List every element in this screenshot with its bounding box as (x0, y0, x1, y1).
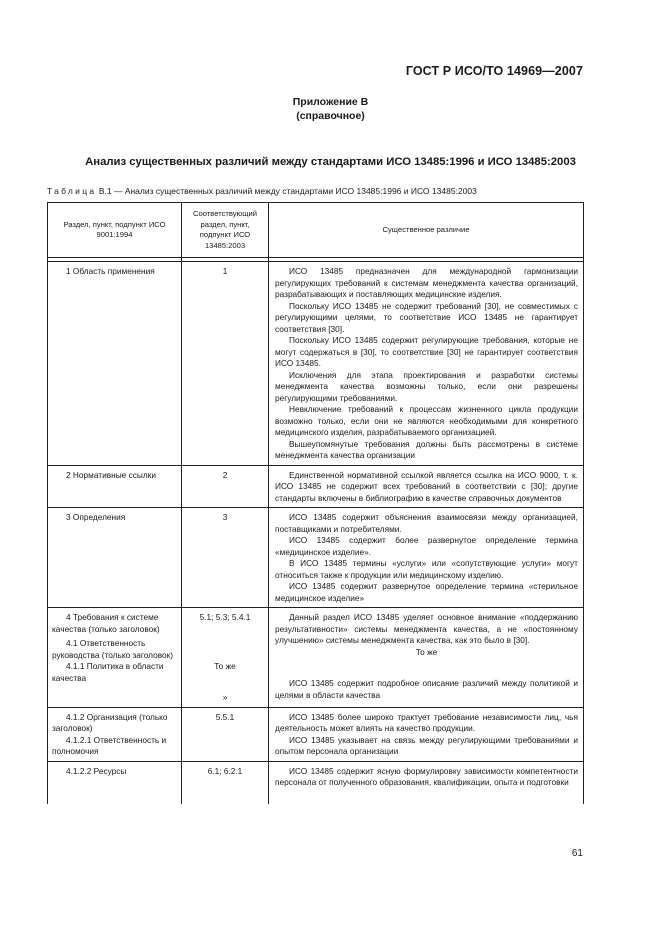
section-cell: 1 Область применения (66, 266, 155, 276)
difference-cell (269, 465, 584, 508)
appendix-heading (0, 95, 661, 123)
table-caption-number: В.1 (98, 186, 112, 196)
difference-paragraph: Исключения для этапа проектирования и разработки системы менеджмента качества возможны только, если они разрешены регулирующими требованиями. (275, 369, 578, 403)
table-row (48, 508, 584, 608)
difference-paragraph: Данный раздел ИСО 13485 уделяет основное внимание «поддержанию результативности» системы менеджмента качества, а не «постоянному улучшению» системы менеджмента качества, как это было в [30]. (275, 612, 578, 645)
difference-paragraph: Поскольку ИСО 13485 не содержит требований [30], не совместимых с регулирующими целями, то соответствие ИСО 13485 не гарантирует соответствия [30]. (275, 300, 578, 334)
section-cell: 4.1 Ответственность руководства (только заголовок) (52, 638, 174, 660)
table-caption-text: — Анализ существенных различий между стандартами ИСО 13485:1996 и ИСО 13485:2003 (113, 186, 477, 196)
table-caption-label: Таблица (47, 186, 97, 196)
difference-cell (269, 262, 584, 466)
difference-paragraph: То же (415, 646, 438, 657)
reference-cell: То же (214, 660, 236, 671)
section-cell: 4.1.1 Политика в области качества (52, 661, 164, 683)
page-title: Анализ существенных различий между стандартами ИСО 13485:1996 и ИСО 13485:2003 (85, 156, 576, 168)
section-cell: 4.1.2.2 Ресурсы (66, 765, 127, 776)
section-cell: 4.1.2.1 Ответственность и полномочия (52, 734, 167, 756)
difference-paragraph: ИСО 13485 содержит подробное описание различий между политикой и целями в области качества (275, 678, 578, 700)
header-iso9001-section: Раздел, пункт, подпункт ИСО 9001:1994 (48, 203, 182, 258)
reference-cell: 6.1; 6.2.1 (182, 761, 269, 804)
reference-cell: » (222, 692, 228, 702)
page-number: 61 (571, 848, 583, 859)
difference-paragraph: Вышеупомянутые требования должны быть рассмотрены в системе менеджмента качества организации (275, 438, 578, 460)
table-header-row (48, 203, 584, 258)
table-caption (47, 186, 477, 196)
difference-paragraph: Невключение требований к процессам жизненного цикла продукции возможно только, если они не являются необходимыми для конкретного медицинского изделия, разрабатываемого организацией. (275, 404, 578, 437)
reference-cell: 3 (182, 508, 269, 608)
reference-cell: 5.1; 5.3; 5.4.1 (199, 612, 251, 622)
appendix-type: (справочное) (296, 110, 365, 122)
difference-paragraph: ИСО 13485 содержит объяснения взаимосвязи между организацией, поставщиками и потребителями. (275, 512, 578, 534)
difference-cell (269, 508, 584, 608)
section-cell: 4 Требования к системе качества (только заголовок) (52, 612, 160, 634)
difference-paragraph: ИСО 13485 более широко трактует требование независимости лиц, чья деятельность может влиять на качество продукции. (275, 711, 578, 733)
table-row (48, 707, 584, 761)
difference-paragraph: В ИСО 13485 термины «услуги» или «сопутствующие услуги» могут относиться также к продукции или медицинскому изделию. (275, 558, 578, 580)
comparison-table (47, 202, 584, 804)
reference-cell: 2 (182, 465, 269, 508)
difference-cell (269, 608, 584, 708)
difference-paragraph: ИСО 13485 содержит развернутое определение термина «стерильное медицинское изделие» (275, 581, 578, 603)
table-row (48, 608, 584, 708)
difference-paragraph: Единственной нормативной ссылкой является ссылка на ИСО 9000, т. к. ИСО 13485 не содержит всех требований в соответствии с [30]; другие стандарты включены в библиографию в качестве справочных документов (275, 469, 578, 503)
difference-paragraph: ИСО 13485 предназначен для международной гармонизации регулирующих требований к системам менеджмента качества организаций, разрабатывающих и поставляющих медицинские изделия. (275, 266, 578, 299)
header-iso13485-section: Соответствующий раздел, пункт, подпункт ИСО 13485:2003 (182, 203, 269, 258)
document-code: ГОСТ Р ИСО/ТО 14969—2007 (405, 64, 583, 78)
section-cell: 2 Нормативные ссылки (66, 469, 156, 480)
difference-paragraph: Поскольку ИСО 13485 содержит регулирующие требования, которые не могут содержаться в [30], то соответствие [30] не гарантирует соответствия ИСО 13485. (275, 335, 578, 368)
difference-paragraph: ИСО 13485 содержит ясную формулировку зависимости компетентности персонала от полученного образования, квалификации, опыта и подготовки (275, 765, 578, 787)
appendix-label: Приложение В (292, 96, 369, 108)
comparison-table-container (47, 202, 584, 852)
section-cell: 3 Определения (66, 512, 126, 522)
reference-cell: 1 (182, 262, 269, 466)
table-row (48, 761, 584, 804)
difference-paragraph: ИСО 13485 указывает на связь между регулирующими требованиями и опытом персонала организации (275, 734, 578, 756)
header-difference: Существенное различие (269, 203, 584, 258)
table-row (48, 262, 584, 466)
table-row (48, 465, 584, 508)
difference-cell (269, 707, 584, 761)
difference-paragraph: ИСО 13485 содержит более развернутое определение термина «медицинское изделие». (275, 535, 578, 557)
section-cell: 4.1.2 Организация (только заголовок) (52, 711, 168, 733)
difference-cell (269, 761, 584, 804)
reference-cell: 5.5.1 (182, 707, 269, 761)
